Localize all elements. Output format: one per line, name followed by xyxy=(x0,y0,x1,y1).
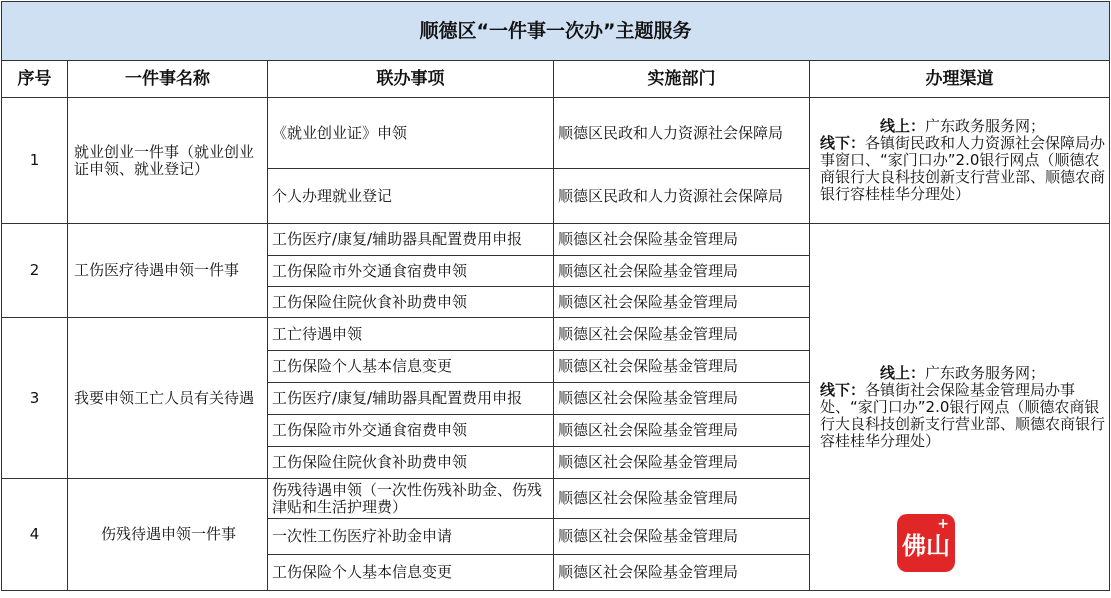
item-cell: 《就业创业证》申领 xyxy=(268,98,554,169)
page-title: 顺德区“一件事一次办”主题服务 xyxy=(2,2,1110,61)
seq-cell: 1 xyxy=(2,98,68,224)
seq-cell: 4 xyxy=(2,479,68,591)
matter-name-cell: 我要申领工亡人员有关待遇 xyxy=(68,318,268,479)
seq-cell: 2 xyxy=(2,224,68,318)
dept-cell: 顺德区社会保险基金管理局 xyxy=(554,318,810,351)
dept-cell: 顺德区社会保险基金管理局 xyxy=(554,519,810,555)
dept-cell: 顺德区社会保险基金管理局 xyxy=(554,224,810,256)
online-channel: 广东政务服务网； xyxy=(925,363,1046,382)
dept-cell: 顺德区社会保险基金管理局 xyxy=(554,256,810,287)
seq-cell: 3 xyxy=(2,318,68,479)
dept-cell: 顺德区民政和人力资源社会保障局 xyxy=(554,169,810,224)
matter-name-cell: 就业创业一件事（就业创业证申领、就业登记） xyxy=(68,98,268,224)
dept-cell: 顺德区社会保险基金管理局 xyxy=(554,415,810,447)
table-row xyxy=(2,98,1110,169)
dept-cell: 顺德区社会保险基金管理局 xyxy=(554,447,810,479)
col-header-channel: 办理渠道 xyxy=(810,61,1110,98)
item-cell: 工伤医疗/康复/辅助器具配置费用申报 xyxy=(268,383,554,415)
item-cell: 工亡待遇申领 xyxy=(268,318,554,351)
dept-cell: 顺德区民政和人力资源社会保障局 xyxy=(554,98,810,169)
item-cell: 工伤保险住院伙食补助费申领 xyxy=(268,287,554,318)
col-header-dept: 实施部门 xyxy=(554,61,810,98)
item-cell: 工伤保险市外交通食宿费申领 xyxy=(268,415,554,447)
offline-channel: 各镇街社会保险基金管理局办事处、“家门口办”2.0银行网点（顺德农商银行大良科技创新支行营业部、顺德农商银行容桂桂华分理处） xyxy=(820,380,1106,450)
channel-cell xyxy=(810,98,1110,224)
item-cell: 伤残待遇申领（一次性伤残补助金、伤残津贴和生活护理费） xyxy=(268,479,554,519)
online-label: 线上： xyxy=(880,117,926,135)
dept-cell: 顺德区社会保险基金管理局 xyxy=(554,351,810,383)
item-cell: 工伤保险市外交通食宿费申领 xyxy=(268,256,554,287)
offline-channel: 各镇街民政和人力资源社会保障局办事窗口、“家门口办”2.0银行网点（顺德农商银行大良科技创新支行营业部、顺德农商银行容桂桂华分理处） xyxy=(820,134,1106,203)
item-cell: 个人办理就业登记 xyxy=(268,169,554,224)
offline-label: 线下： xyxy=(820,380,866,399)
matter-name-cell: 伤残待遇申领一件事 xyxy=(68,479,268,591)
dept-cell: 顺德区社会保险基金管理局 xyxy=(554,555,810,591)
dept-cell: 顺德区社会保险基金管理局 xyxy=(554,479,810,519)
foshan-logo xyxy=(897,514,955,572)
item-cell: 工伤保险个人基本信息变更 xyxy=(268,555,554,591)
dept-cell: 顺德区社会保险基金管理局 xyxy=(554,287,810,318)
plus-icon: + xyxy=(937,516,949,532)
online-channel: 广东政务服务网； xyxy=(925,117,1046,135)
col-header-name: 一件事名称 xyxy=(68,61,268,98)
col-header-item: 联办事项 xyxy=(268,61,554,98)
item-cell: 一次性工伤医疗补助金申请 xyxy=(268,519,554,555)
matter-name-cell: 工伤医疗待遇申领一件事 xyxy=(68,224,268,318)
item-cell: 工伤保险住院伙食补助费申领 xyxy=(268,447,554,479)
online-label: 线上： xyxy=(880,363,926,382)
item-cell: 工伤医疗/康复/辅助器具配置费用申报 xyxy=(268,224,554,256)
offline-label: 线下： xyxy=(820,134,866,152)
table-row xyxy=(2,224,1110,256)
service-table xyxy=(1,1,1110,591)
logo-text: 佛山 xyxy=(902,531,950,560)
item-cell: 工伤保险个人基本信息变更 xyxy=(268,351,554,383)
channel-cell xyxy=(810,224,1110,591)
dept-cell: 顺德区社会保险基金管理局 xyxy=(554,383,810,415)
col-header-seq: 序号 xyxy=(2,61,68,98)
